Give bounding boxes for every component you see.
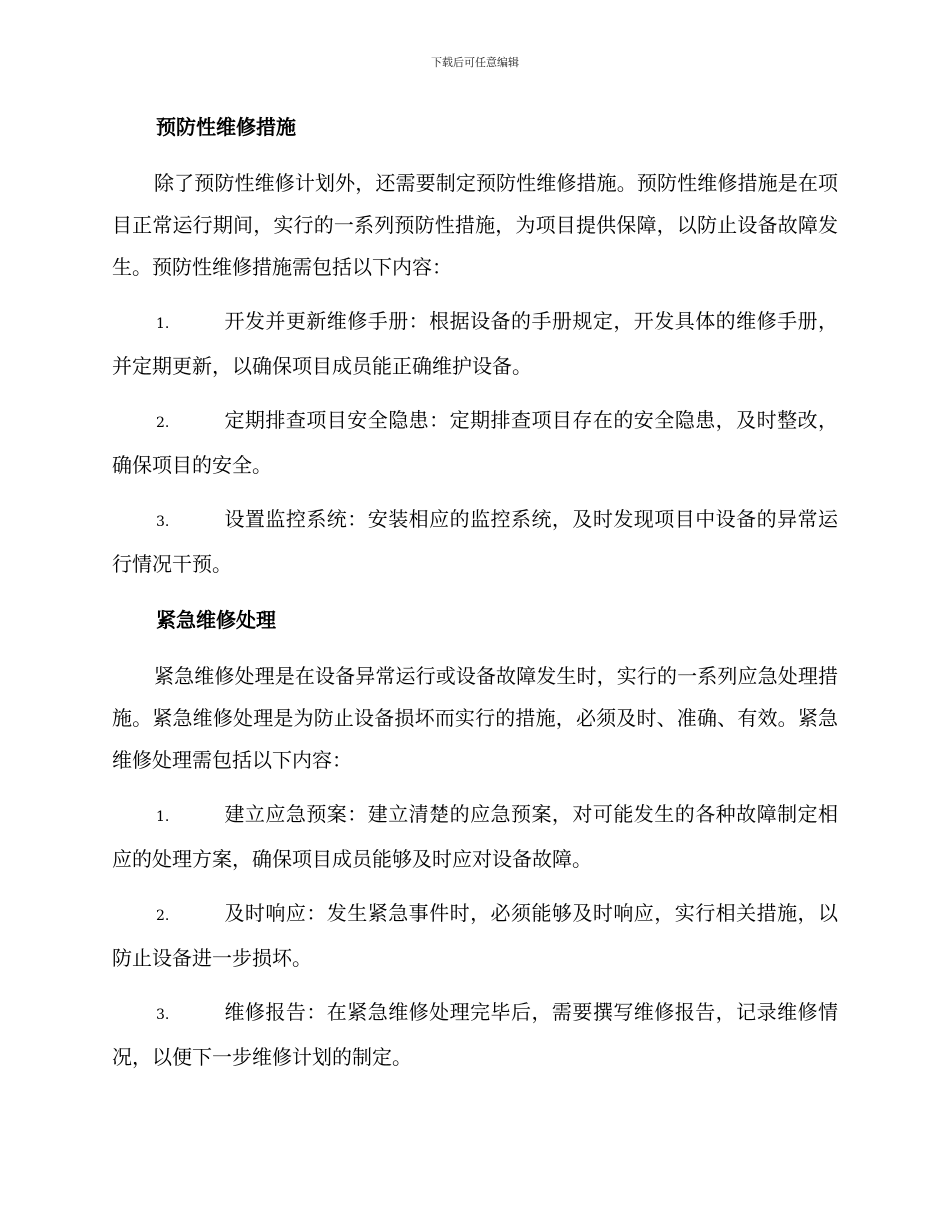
section-gap [112, 597, 838, 605]
list-number: 3. [156, 514, 170, 530]
list-item [112, 300, 838, 387]
section-preventive-measures [112, 112, 838, 585]
list-text: 开发并更新维修手册：根据设备的手册规定，开发具体的维修手册，并定期更新，以确保项目成员能正确维护设备。 [112, 309, 838, 378]
document-body [112, 112, 838, 1090]
list-number: 2. [156, 908, 170, 924]
list-item [112, 892, 838, 979]
list-item [112, 498, 838, 585]
list-number: 3. [156, 1007, 170, 1023]
list-text: 维修报告：在紧急维修处理完毕后，需要撰写维修报告，记录维修情况，以便下一步维修计划的制定。 [112, 1000, 838, 1069]
section-intro: 除了预防性维修计划外，还需要制定预防性维修措施。预防性维修措施是在项目正常运行期间，实行的一系列预防性措施，为项目提供保障，以防止设备故障发生。预防性维修措施需包括以下内容： [112, 171, 838, 279]
list-item [112, 399, 838, 486]
header-note: 下载后可任意编辑 [431, 56, 519, 69]
list-text: 及时响应：发生紧急事件时，必须能够及时响应，实行相关措施，以防止设备进一步损坏。 [112, 901, 838, 970]
list-text: 设置监控系统：安装相应的监控系统，及时发现项目中设备的异常运行情况干预。 [112, 507, 838, 576]
list-number: 1. [156, 316, 170, 332]
list-text: 建立应急预案：建立清楚的应急预案，对可能发生的各种故障制定相应的处理方案，确保项目成员能够及时应对设备故障。 [112, 802, 838, 871]
section-title: 紧急维修处理 [156, 608, 276, 632]
section-intro: 紧急维修处理是在设备异常运行或设备故障发生时，实行的一系列应急处理措施。紧急维修处理是为防止设备损坏而实行的措施，必须及时、准确、有效。紧急维修处理需包括以下内容： [112, 664, 838, 772]
list-number: 1. [156, 809, 170, 825]
section-title: 预防性维修措施 [156, 115, 296, 139]
list-item [112, 793, 838, 880]
list-text: 定期排查项目安全隐患：定期排查项目存在的安全隐患，及时整改，确保项目的安全。 [112, 408, 838, 477]
list-number: 2. [156, 415, 170, 431]
section-emergency-repair [112, 605, 838, 1078]
list-item [112, 991, 838, 1078]
